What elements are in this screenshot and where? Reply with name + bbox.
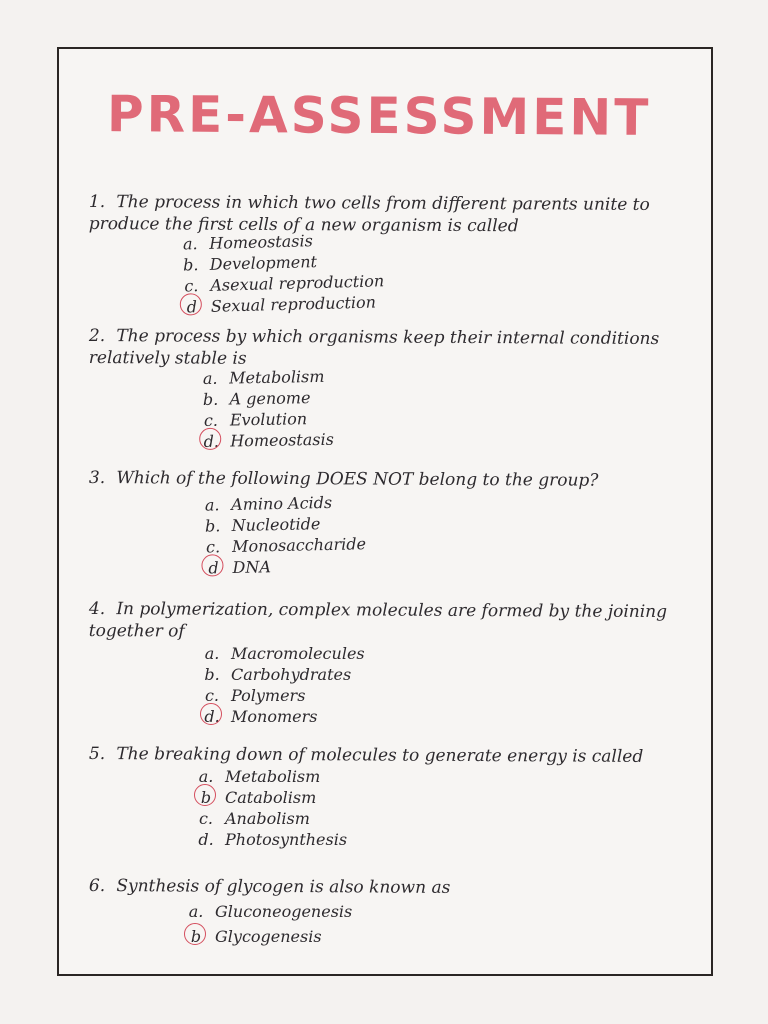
question-3 — [89, 467, 685, 581]
option-d — [195, 829, 685, 850]
options-list — [89, 360, 686, 454]
option-letter: a. — [182, 233, 198, 254]
option-text: Sexual reproduction — [210, 292, 377, 316]
option-a — [185, 901, 685, 922]
option-letter: d. — [200, 430, 222, 452]
option-letter: b — [185, 926, 207, 948]
option-text: Macromolecules — [231, 643, 365, 663]
option-c — [195, 808, 685, 829]
option-text: Carbohydrates — [231, 664, 352, 684]
option-a — [201, 643, 685, 664]
option-letter: b. — [182, 254, 199, 275]
question-number: 5. — [88, 744, 106, 765]
option-text: Homeostasis — [230, 429, 334, 451]
option-text: Development — [209, 251, 318, 274]
option-text: Anabolism — [225, 808, 310, 828]
option-letter: d — [181, 296, 204, 319]
question-text-line2: together of — [88, 620, 185, 642]
option-letter: c. — [184, 275, 199, 296]
question-text-line1: Synthesis of glycogen is also known as — [116, 876, 451, 898]
option-text: Nucleotide — [231, 513, 321, 535]
question-text-line1: Which of the following DOES NOT belong to the group? — [116, 468, 599, 491]
options-list — [89, 901, 685, 947]
option-text: Polymers — [231, 685, 306, 705]
question-stem — [89, 875, 685, 900]
option-text: Monosaccharide — [231, 533, 367, 556]
question-stem — [89, 598, 685, 645]
question-stem — [89, 743, 685, 768]
option-text: Amino Acids — [230, 492, 333, 514]
question-1 — [89, 191, 685, 320]
option-b-circled — [195, 787, 685, 808]
option-text: Glycogenesis — [215, 926, 322, 946]
option-text: Monomers — [231, 706, 318, 726]
question-number: 3. — [88, 468, 106, 489]
page-title: PRE-ASSESSMENT — [106, 85, 652, 147]
option-letter: c. — [203, 410, 219, 430]
option-letter: d. — [198, 829, 214, 849]
option-text: Metabolism — [228, 366, 325, 388]
question-text-line2: relatively stable is — [88, 347, 247, 369]
question-text-line1: The process by which organisms keep their internal conditions — [116, 326, 660, 349]
option-letter: c. — [204, 685, 220, 705]
option-letter: b. — [204, 515, 221, 536]
option-letter: a. — [202, 368, 218, 388]
options-list — [89, 643, 685, 727]
question-text-line1: The process in which two cells from different parents unite to — [116, 192, 650, 215]
question-text-line2: produce the first cells of a new organism is called — [88, 213, 519, 237]
options-list — [89, 485, 687, 581]
option-text: A genome — [229, 387, 311, 409]
option-c — [201, 685, 685, 706]
option-text: Evolution — [229, 408, 308, 430]
question-5 — [89, 743, 685, 850]
question-number: 1. — [88, 191, 106, 213]
question-number: 2. — [88, 326, 106, 347]
question-6 — [89, 875, 685, 947]
option-a — [195, 766, 685, 787]
option-letter: a. — [204, 643, 220, 663]
option-letter: b. — [202, 389, 219, 409]
option-b — [201, 664, 685, 685]
option-text: Metabolism — [225, 766, 321, 786]
option-letter: a. — [198, 766, 214, 786]
option-letter: a. — [204, 494, 220, 515]
option-letter: a. — [188, 901, 204, 921]
option-letter: d. — [201, 706, 223, 728]
option-text: DNA — [232, 556, 272, 577]
question-number: 6. — [88, 876, 106, 897]
question-text-line1: In polymerization, complex molecules are formed by the joining — [116, 599, 668, 623]
option-b-circled — [185, 926, 685, 947]
question-number: 4. — [88, 599, 106, 620]
option-text: Homeostasis — [208, 230, 314, 253]
option-text: Catabolism — [225, 787, 317, 807]
option-text: Photosynthesis — [225, 829, 348, 849]
option-letter: b — [195, 787, 217, 809]
option-letter: c. — [198, 808, 214, 828]
options-list — [89, 220, 687, 320]
question-4 — [89, 598, 685, 727]
assessment-sheet — [57, 47, 713, 976]
option-letter: d — [202, 557, 224, 579]
option-text: Asexual reproduction — [210, 270, 385, 295]
option-text: Gluconeogenesis — [215, 901, 353, 921]
question-text-line1: The breaking down of molecules to generate energy is called — [116, 744, 644, 767]
options-list — [89, 766, 685, 850]
option-d-circled — [201, 706, 685, 727]
question-2 — [89, 325, 685, 454]
option-letter: c. — [205, 536, 221, 557]
option-letter: b. — [204, 664, 220, 684]
